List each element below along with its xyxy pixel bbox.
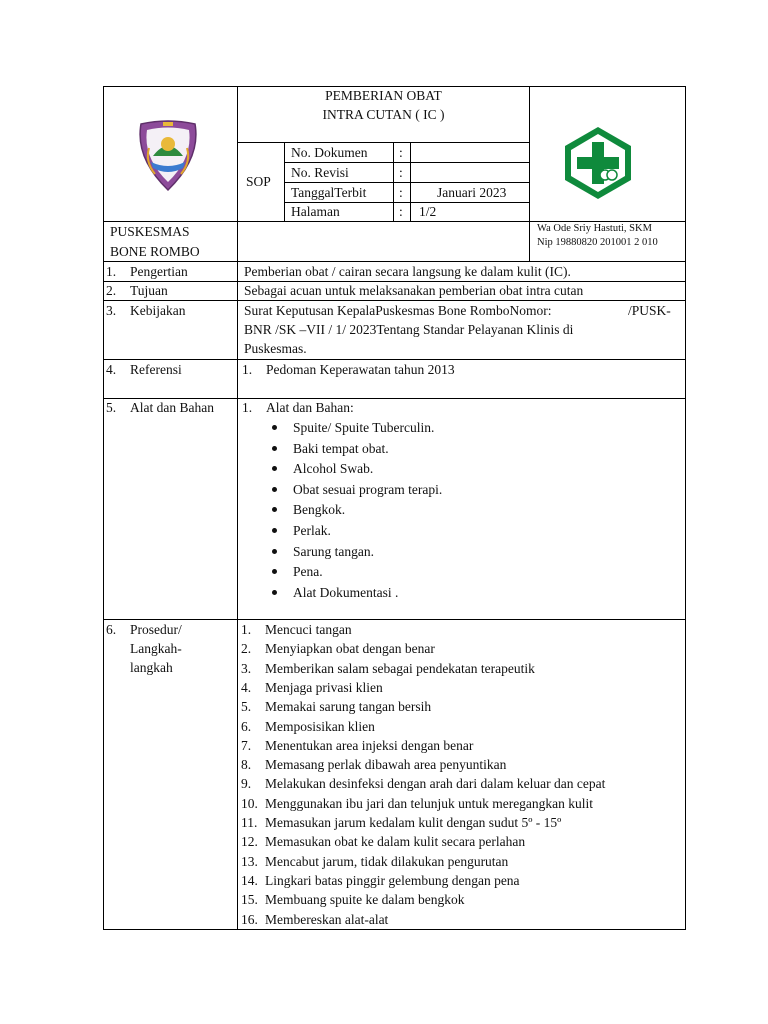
kebijakan-line2: BNR /SK –VII / 1/ 2023Tentang Standar Pelayanan Klinis di [244, 322, 574, 337]
doc-number-sep: : [399, 145, 403, 160]
prosedur-step [241, 678, 383, 697]
step-text: Memberikan salam sebagai pendekatan terapeutik [265, 660, 535, 676]
kebijakan-line1b: /PUSK- [628, 303, 671, 318]
step-number: 10. [241, 795, 258, 811]
section-pengertian-label: 1. Pengertian [106, 264, 188, 279]
page-label: Halaman [291, 204, 340, 219]
step-number: 15. [241, 892, 258, 908]
step-number: 7. [241, 737, 252, 753]
step-text: Menyiapkan obat dengan benar [265, 641, 435, 657]
alat-item: Baki tempat obat. [293, 440, 389, 456]
step-number: 12. [241, 834, 258, 850]
org-name-line1: PUSKESMAS [110, 224, 190, 239]
alat-item: Spuite/ Spuite Tuberculin. [293, 420, 435, 435]
step-text: Memposisikan klien [265, 718, 375, 734]
issue-date-value: Januari 2023 [437, 185, 507, 200]
regional-crest-logo [133, 118, 203, 192]
step-number: 16. [241, 911, 258, 927]
section-prosedur-label-line1: Prosedur/ [130, 622, 182, 637]
bullet-icon [272, 425, 277, 430]
step-text: Membereskan alat-alat [265, 911, 389, 927]
prosedur-step [241, 813, 561, 832]
step-text: Mencabut jarum, tidak dilakukan pengurutan [265, 853, 509, 869]
bullet-icon [272, 466, 277, 471]
section-prosedur-num: 6. [106, 622, 117, 637]
section-alat-label: 5. Alat dan Bahan [106, 400, 214, 415]
alat-item: Pena. [293, 564, 323, 580]
step-text: Memasukan jarum kedalam kulit dengan sudut 5º - 15º [265, 815, 562, 830]
prosedur-step [241, 890, 464, 909]
prosedur-step [241, 755, 506, 774]
prosedur-step [241, 910, 388, 929]
step-number: 5. [241, 699, 252, 715]
doc-number-label: No. Dokumen [291, 145, 368, 160]
prosedur-step [241, 620, 352, 639]
section-kebijakan-label: 3. Kebijakan [106, 303, 186, 318]
puskesmas-green-cross-logo [561, 124, 635, 202]
section-prosedur-label-line3: langkah [130, 660, 173, 675]
step-number: 1. [241, 622, 252, 637]
step-number: 8. [241, 757, 252, 773]
step-text: Membuang spuite ke dalam bengkok [265, 892, 465, 908]
step-number: 14. [241, 872, 258, 888]
issue-date-sep: : [399, 185, 403, 200]
prosedur-step [241, 852, 508, 871]
org-name-line2: BONE ROMBO [110, 244, 200, 259]
page-sep: : [399, 204, 403, 219]
prosedur-step [241, 659, 535, 678]
step-number: 3. [241, 660, 252, 676]
bullet-icon [272, 507, 277, 512]
alat-item: Alat Dokumentasi . [293, 584, 399, 600]
step-text: Menggunakan ibu jari dan telunjuk untuk meregangkan kulit [265, 795, 594, 811]
document-title-line2: INTRA CUTAN ( IC ) [322, 107, 445, 122]
prosedur-step [241, 832, 525, 851]
step-number: 2. [241, 641, 252, 657]
step-text: Menjaga privasi klien [265, 679, 383, 695]
alat-item: Alcohol Swab. [293, 461, 374, 477]
kebijakan-line3: Puskesmas. [244, 341, 307, 356]
step-text: Mencuci tangan [265, 622, 352, 637]
alat-item: Obat sesuai program terapi. [293, 481, 443, 497]
section-prosedur-label-line2: Langkah- [130, 641, 182, 656]
bullet-icon [272, 487, 277, 492]
alat-item: Perlak. [293, 523, 331, 538]
page-value: 1/2 [419, 204, 437, 219]
step-text: Melakukan desinfeksi dengan arah dari dalam keluar dan cepat [265, 776, 606, 792]
step-text: Menentukan area injeksi dengan benar [265, 737, 474, 753]
prosedur-step [241, 717, 375, 736]
prosedur-step [241, 871, 520, 890]
prosedur-step [241, 774, 605, 793]
signer-nip: Nip 19880820 201001 2 010 [537, 237, 658, 248]
signer-name: Wa Ode Sriy Hastuti, SKM [537, 223, 652, 234]
step-text: Memakai sarung tangan bersih [265, 699, 432, 715]
referensi-item: 1. Pedoman Keperawatan tahun 2013 [242, 362, 455, 377]
alat-item: Sarung tangan. [293, 543, 374, 559]
step-number: 9. [241, 776, 252, 792]
bullet-icon [272, 569, 277, 574]
section-pengertian-text: Pemberian obat / cairan secara langsung ke dalam kulit (IC). [244, 264, 571, 279]
alat-heading: 1. Alat dan Bahan: [242, 400, 354, 415]
step-text: Lingkari batas pinggir gelembung dengan pena [265, 872, 520, 888]
section-tujuan-label: 2. Tujuan [106, 283, 168, 298]
revision-sep: : [399, 165, 403, 180]
bullet-icon [272, 549, 277, 554]
prosedur-step [241, 697, 431, 716]
section-tujuan-text: Sebagai acuan untuk melaksanakan pemberian obat intra cutan [244, 283, 584, 298]
prosedur-step [241, 736, 473, 755]
step-number: 6. [241, 718, 252, 734]
revision-label: No. Revisi [291, 165, 349, 180]
bullet-icon [272, 590, 277, 595]
document-title-line1: PEMBERIAN OBAT [325, 88, 442, 103]
bullet-icon [272, 446, 277, 451]
step-text: Memasukan obat ke dalam kulit secara perlahan [265, 834, 526, 850]
bullet-icon [272, 528, 277, 533]
prosedur-step [241, 794, 593, 813]
step-number: 11. [241, 815, 258, 830]
step-number: 13. [241, 853, 258, 869]
kebijakan-line1a: Surat Keputusan KepalaPuskesmas Bone RomboNomor: [244, 303, 552, 318]
issue-date-label: TanggalTerbit [291, 185, 367, 200]
section-referensi-label: 4. Referensi [106, 362, 182, 377]
sop-label: SOP [246, 174, 271, 189]
step-text: Memasang perlak dibawah area penyuntikan [265, 757, 507, 773]
alat-item: Bengkok. [293, 502, 346, 518]
step-number: 4. [241, 679, 252, 695]
prosedur-step [241, 639, 435, 658]
